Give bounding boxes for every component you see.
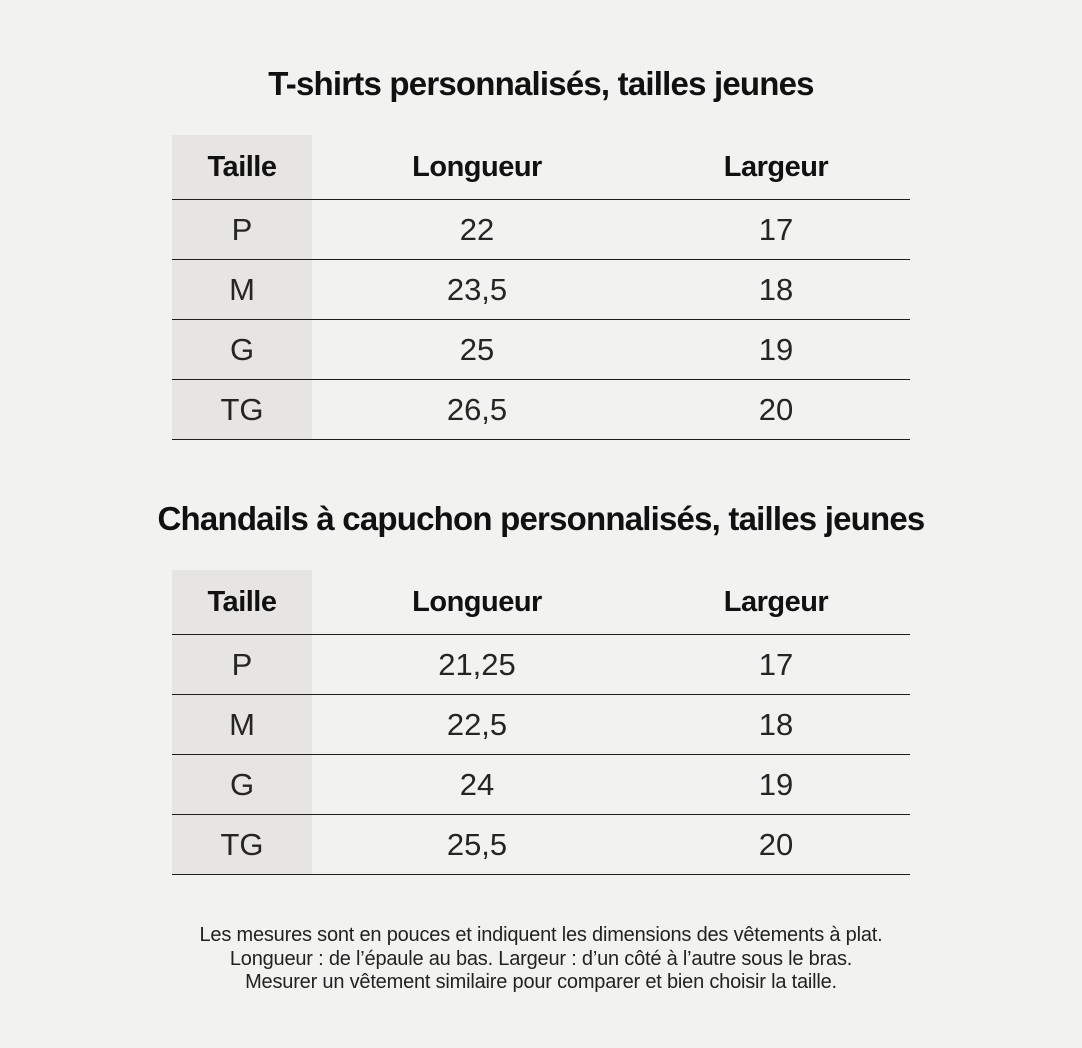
table-row: [172, 260, 910, 320]
width-cell: 17: [642, 200, 910, 260]
size-cell: M: [172, 695, 312, 755]
column-header-largeur: Largeur: [642, 135, 910, 200]
column-header-longueur: Longueur: [312, 570, 642, 635]
size-cell: TG: [172, 380, 312, 440]
column-header-longueur: Longueur: [312, 135, 642, 200]
hoodie-table-title: Chandails à capuchon personnalisés, tailles jeunes: [157, 500, 925, 537]
width-cell: 19: [642, 320, 910, 380]
width-cell: 19: [642, 755, 910, 815]
tshirt-table-title: T-shirts personnalisés, tailles jeunes: [268, 65, 814, 102]
length-cell: 22,5: [312, 695, 642, 755]
column-header-largeur: Largeur: [642, 570, 910, 635]
table-row: [172, 755, 910, 815]
header-row: [172, 135, 910, 200]
length-cell: 25,5: [312, 815, 642, 875]
measurement-note-line: Longueur : de l’épaule au bas. Largeur : d’un côté à l’autre sous le bras.: [229, 947, 853, 970]
length-cell: 26,5: [312, 380, 642, 440]
size-cell: P: [172, 200, 312, 260]
table-row: [172, 200, 910, 260]
length-cell: 23,5: [312, 260, 642, 320]
width-cell: 20: [642, 815, 910, 875]
size-cell: P: [172, 635, 312, 695]
size-cell: M: [172, 260, 312, 320]
measurement-note: [0, 924, 1082, 995]
column-header-taille: Taille: [172, 135, 312, 200]
length-cell: 24: [312, 755, 642, 815]
length-cell: 22: [312, 200, 642, 260]
table-row: [172, 320, 910, 380]
table-row: [172, 635, 910, 695]
tshirt-size-table: [172, 135, 910, 440]
width-cell: 17: [642, 635, 910, 695]
column-header-taille: Taille: [172, 570, 312, 635]
size-cell: TG: [172, 815, 312, 875]
measurement-note-line: Mesurer un vêtement similaire pour comparer et bien choisir la taille.: [245, 971, 837, 993]
width-cell: 20: [642, 380, 910, 440]
table-row: [172, 380, 910, 440]
size-cell: G: [172, 320, 312, 380]
width-cell: 18: [642, 260, 910, 320]
measurement-note-line: Les mesures sont en pouces et indiquent les dimensions des vêtements à plat.: [199, 924, 883, 946]
width-cell: 18: [642, 695, 910, 755]
table-row: [172, 695, 910, 755]
table-row: [172, 815, 910, 875]
size-cell: G: [172, 755, 312, 815]
length-cell: 21,25: [312, 635, 642, 695]
header-row: [172, 570, 910, 635]
length-cell: 25: [312, 320, 642, 380]
hoodie-size-table: [172, 570, 910, 875]
